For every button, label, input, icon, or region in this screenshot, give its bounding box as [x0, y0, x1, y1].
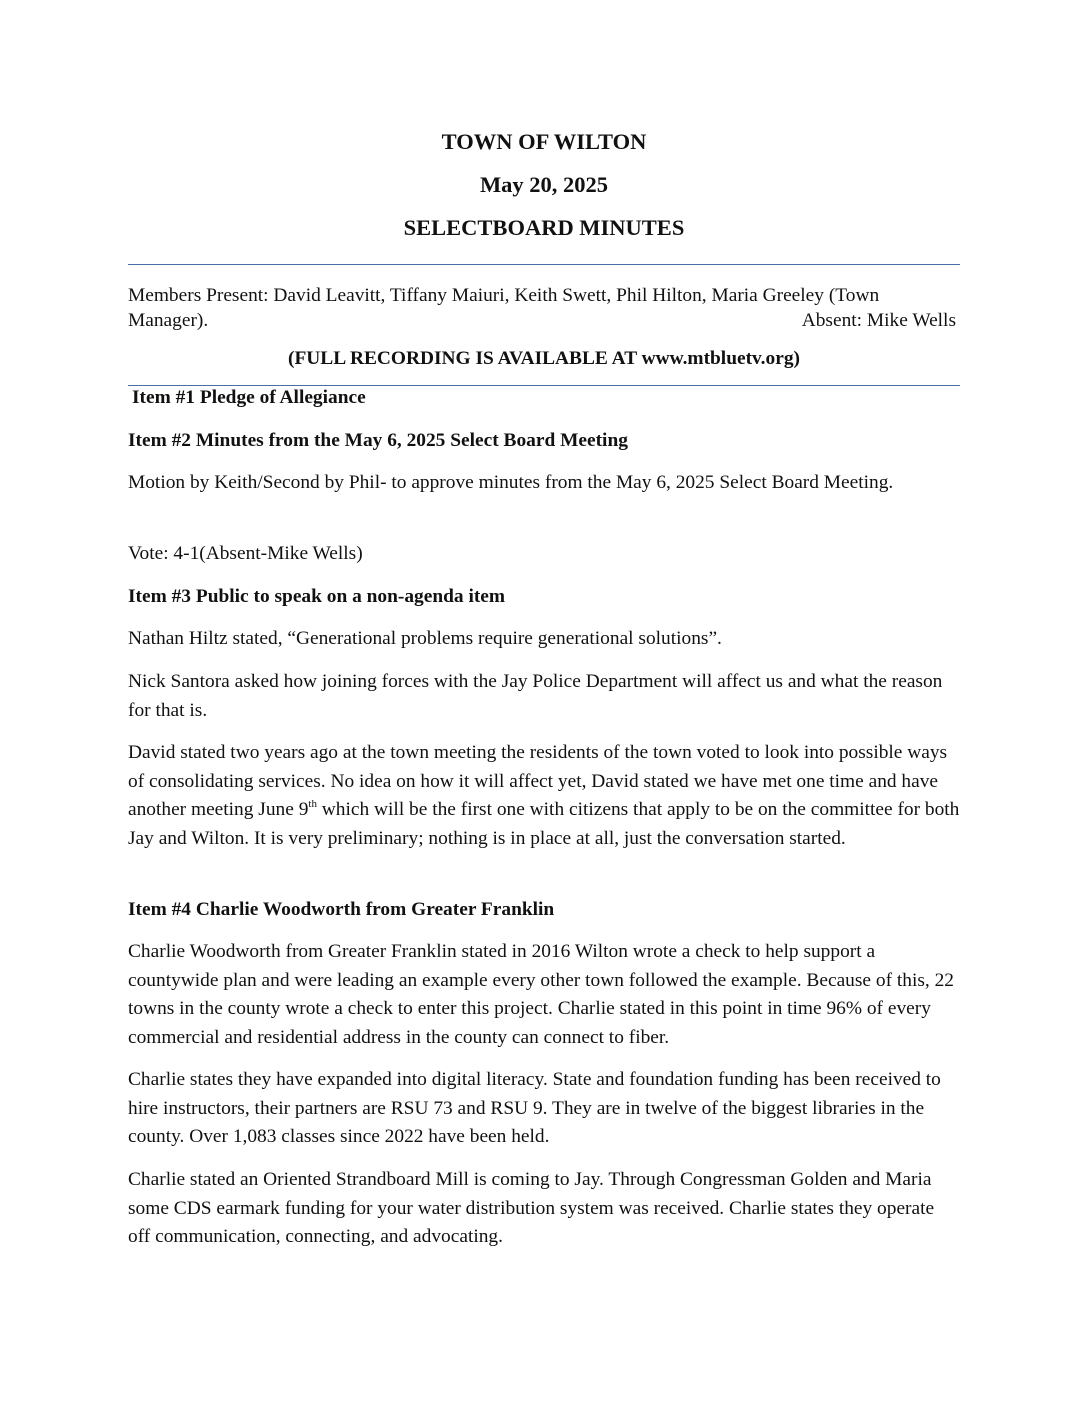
members-present-line1: Members Present: David Leavitt, Tiffany Maiuri, Keith Swett, Phil Hilton, Maria Greeley (Town	[128, 285, 880, 306]
header-divider	[128, 264, 960, 265]
item3-p3-after: which will be the first one with citizens that apply to be on the committee for both Jay and Wilton. It is very preliminary; nothing is in place at all, just the conversation started.	[128, 799, 960, 849]
recording-note: (FULL RECORDING IS AVAILABLE AT www.mtbluetv.org)	[288, 348, 800, 369]
item3-paragraph-3	[128, 739, 960, 853]
item3-paragraph-2: Nick Santora asked how joining forces with the Jay Police Department will affect us and what the reason for that is.	[128, 671, 943, 721]
item2-motion: Motion by Keith/Second by Phil- to approve minutes from the May 6, 2025 Select Board Meeting.	[128, 472, 894, 493]
meeting-date: May 20, 2025	[479, 172, 609, 197]
item4-paragraph-3: Charlie stated an Oriented Strandboard Mill is coming to Jay. Through Congressman Golden and Maria some CDS earmark funding for your water distribution system was received. Charlie states they operate off communication, connecting, and advocating.	[128, 1169, 935, 1248]
item1-heading: Item #1 Pledge of Allegiance	[132, 387, 366, 408]
item4-paragraph-2: Charlie states they have expanded into digital literacy. State and foundation funding has been received to hire instructors, their partners are RSU 73 and RSU 9. They are in twelve of the biggest libraries in the county. Over 1,083 classes since 2022 have been held.	[128, 1069, 941, 1148]
item2-heading: Item #2 Minutes from the May 6, 2025 Select Board Meeting	[128, 430, 628, 451]
document-title: SELECTBOARD MINUTES	[403, 215, 685, 240]
item2-vote: Vote: 4-1(Absent-Mike Wells)	[128, 543, 363, 564]
members-present-line2: Manager).	[128, 310, 209, 331]
item4-paragraph-1: Charlie Woodworth from Greater Franklin stated in 2016 Wilton wrote a check to help support a countywide plan and were leading an example every other town followed the example. Because of this, 22 towns in the county wrote a check to enter this project. Charlie stated in this point in time 96% of every commercial and residential address in the county can connect to fiber.	[128, 941, 954, 1048]
town-title: TOWN OF WILTON	[441, 129, 647, 154]
attendance-block	[128, 283, 960, 333]
item3-p3-before: David stated two years ago at the town meeting the residents of the town voted to look into possible ways of consolidating services. No idea on how it will affect yet, David stated we have met one time and have another meeting June 9	[128, 742, 948, 821]
ordinal-suffix: th	[308, 797, 317, 810]
attendance-row2	[128, 308, 960, 333]
members-absent: Absent: Mike Wells	[801, 310, 956, 331]
item3-heading: Item #3 Public to speak on a non-agenda item	[128, 586, 506, 607]
item4-heading: Item #4 Charlie Woodworth from Greater Franklin	[128, 899, 555, 920]
item3-paragraph-1: Nathan Hiltz stated, “Generational problems require generational solutions”.	[128, 628, 722, 649]
